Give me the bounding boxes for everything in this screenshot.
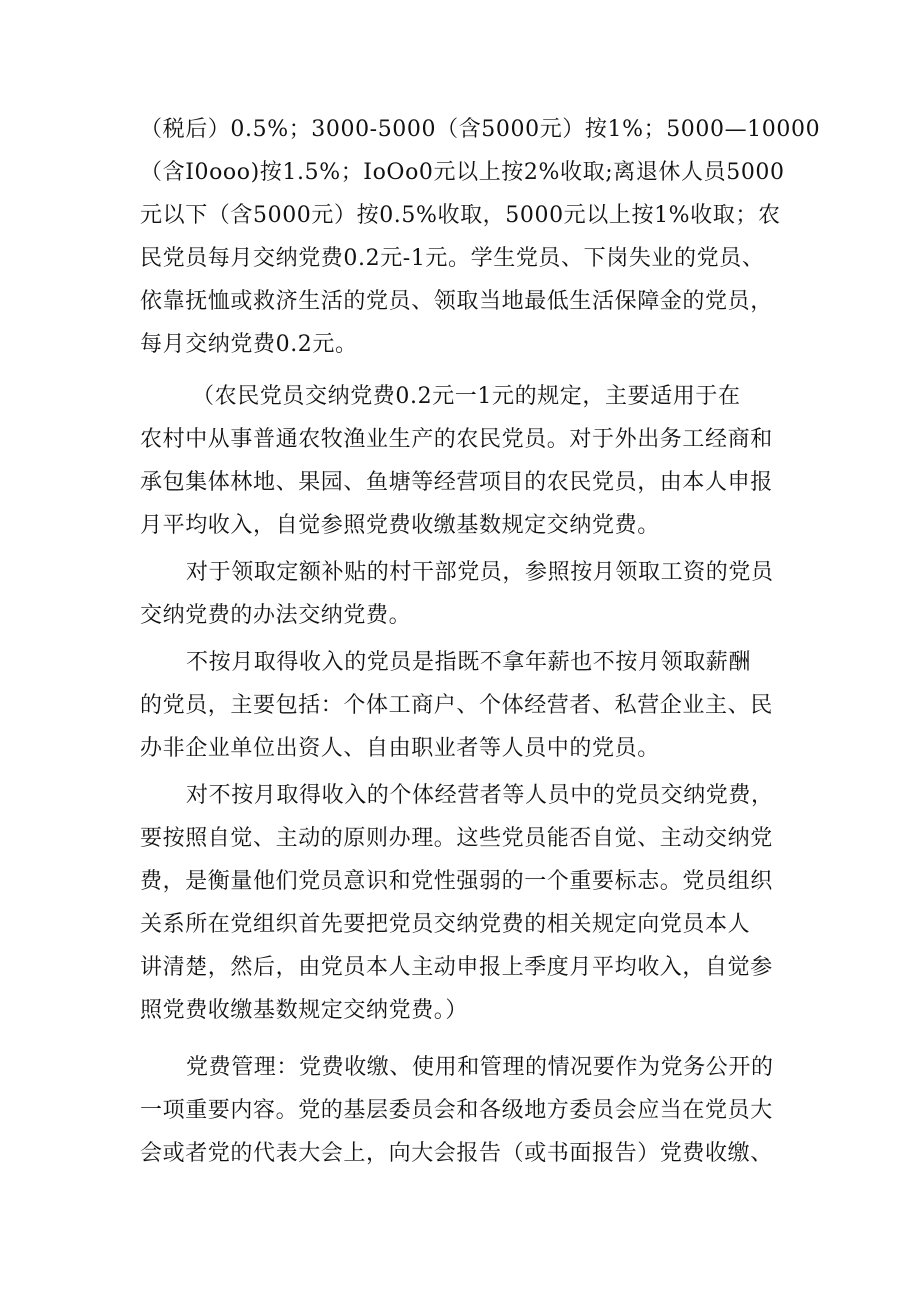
- paragraph-fee-rates: [140, 108, 821, 366]
- text-line: 民党员每月交纳党费0.2元-1元。学生党员、下岗失业的党员、: [140, 246, 765, 271]
- text-line: 费，是衡量他们党员意识和党性强弱的一个重要标志。党员组织: [140, 869, 773, 894]
- text-line: 月平均收入，自觉参照党费收缴基数规定交纳党费。: [140, 513, 660, 538]
- paragraph-farmer-members: [140, 375, 790, 547]
- text-line: 办非企业单位出资人、自由职业者等人员中的党员。: [140, 736, 660, 761]
- text-line: 对于领取定额补贴的村干部党员，参照按月领取工资的党员: [186, 560, 774, 585]
- paragraph-fee-management: [140, 1046, 790, 1175]
- text-line: 的党员，主要包括：个体工商户、个体经营者、私营企业主、民: [140, 693, 773, 718]
- document-body: [140, 108, 821, 1175]
- paragraph-village-cadres: [140, 551, 790, 637]
- text-line: （税后）0.5%；3000-5000（含5000元）按1%；5000—10000: [140, 117, 821, 142]
- text-line: 依靠抚恤或救济生活的党员、领取当地最低生活保障金的党员，: [140, 289, 773, 314]
- text-line: 每月交纳党费0.2元。: [140, 332, 358, 357]
- text-line: （含I0ooo)按1.5%；IoOo0元以上按2%收取;离退休人员5000: [140, 160, 785, 185]
- text-line: 交纳党费的办法交纳党费。: [140, 603, 412, 628]
- text-line: 元以下（含5000元）按0.5%收取，5000元以上按1%收取；农: [140, 203, 781, 228]
- paragraph-self-employed: [140, 774, 790, 1032]
- text-line: 会或者党的代表大会上，向大会报告（或书面报告）党费收缴、: [140, 1141, 773, 1166]
- text-line: 承包集体林地、果园、鱼塘等经营项目的农民党员，由本人申报: [140, 470, 773, 495]
- text-line: 农村中从事普通农牧渔业生产的农民党员。对于外出务工经商和: [140, 427, 773, 452]
- text-line: 讲清楚，然后，由党员本人主动申报上季度月平均收入，自觉参: [140, 955, 773, 980]
- text-line: 一项重要内容。党的基层委员会和各级地方委员会应当在党员大: [140, 1098, 773, 1123]
- text-line: 要按照自觉、主动的原则办理。这些党员能否自觉、主动交纳党: [140, 826, 773, 851]
- paragraph-irregular-income: [140, 641, 790, 770]
- text-line: 照党费收缴基数规定交纳党费。）: [140, 998, 469, 1023]
- text-line: 对不按月取得收入的个体经营者等人员中的党员交纳党费，: [186, 783, 774, 808]
- text-line: 党费管理：党费收缴、使用和管理的情况要作为党务公开的: [186, 1055, 774, 1080]
- text-line: 关系所在党组织首先要把党员交纳党费的相关规定向党员本人: [140, 912, 751, 937]
- text-line: （农民党员交纳党费0.2元一1元的规定，主要适用于在: [192, 384, 741, 409]
- text-line: 不按月取得收入的党员是指既不拿年薪也不按月领取薪酬: [186, 650, 752, 675]
